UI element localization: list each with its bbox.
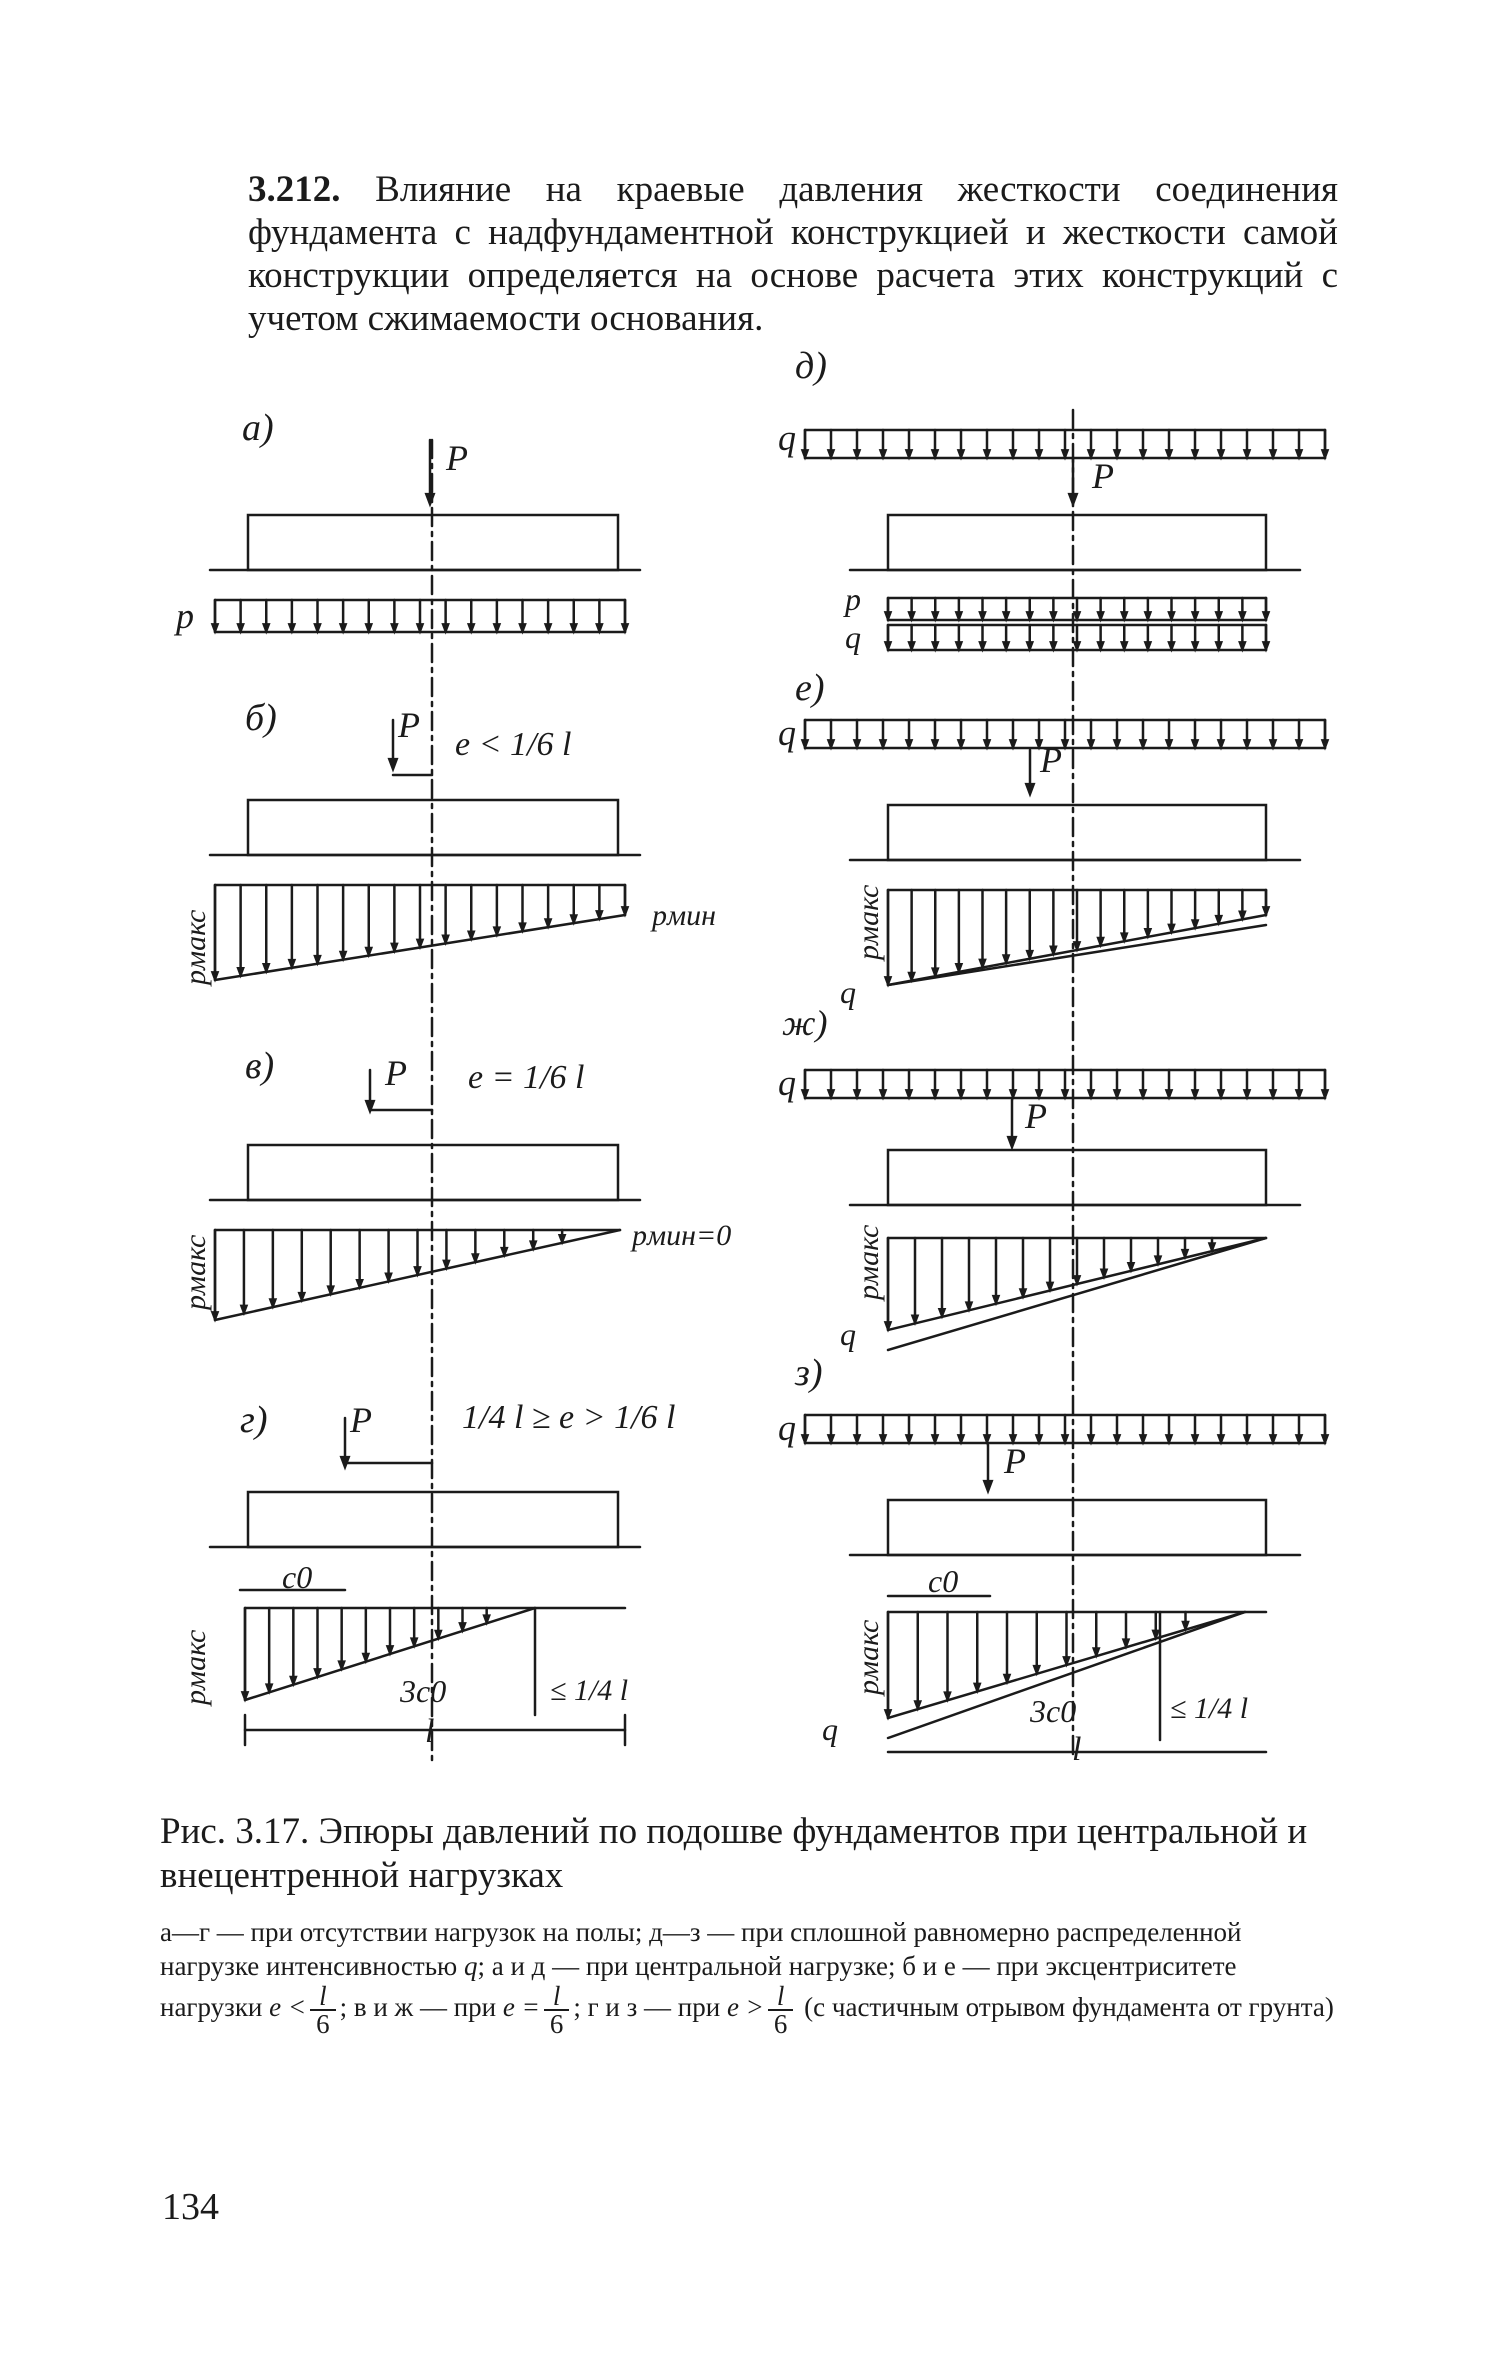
legend-e3: e >: [726, 1992, 764, 2023]
load-P-g: P: [350, 1400, 372, 1440]
foundation-e: [888, 805, 1266, 860]
load-P-z: P: [1004, 1441, 1026, 1481]
frac-num: l: [310, 1983, 336, 2011]
legend-part-2: д—з — при сплошной равномерно распределенной нагрузке интенсивностью: [160, 1917, 1242, 1981]
frac-num: l: [544, 1983, 570, 2011]
load-P-v: P: [385, 1053, 407, 1093]
frac-den: 6: [773, 2009, 788, 2039]
ecc-v: e = 1/6 l: [468, 1059, 585, 1096]
label-g: г): [240, 1399, 268, 1441]
c0-z: c0: [928, 1563, 959, 1599]
load-P-a: P: [446, 438, 468, 478]
q-e-top: q: [778, 713, 796, 753]
label-e: е): [795, 667, 825, 709]
p-d: p: [845, 581, 861, 617]
load-P-z-arrow-head: [984, 1481, 992, 1492]
figure-legend: [160, 1915, 1340, 2037]
q-d-top: q: [778, 418, 796, 458]
load-p-a: p: [176, 596, 194, 636]
l-z: l: [1072, 1731, 1082, 1768]
legend-e1: e <: [269, 1992, 307, 2023]
ecc-g: 1/4 l ≥ e > 1/6 l: [462, 1399, 676, 1436]
q-e-bot: q: [840, 974, 856, 1010]
three-c0-g: 3c0: [400, 1673, 447, 1709]
load-P-e: P: [1040, 740, 1062, 780]
legend-part-3: ; а и д — при центральной нагрузке; б и е — при эксцентриситете нагрузки: [160, 1951, 1237, 2023]
legend-part-5: ; г и з — при: [573, 1992, 727, 2023]
p-max-z: pмакс: [852, 1619, 885, 1695]
q-d-bot: q: [845, 619, 861, 655]
load-P-e-arrow-head: [1026, 784, 1034, 795]
legend-part-1: а—г — при отсутствии нагрузок на полы;: [160, 1917, 650, 1947]
p-min-zero: pмин=0: [632, 1219, 732, 1252]
label-d: д): [795, 345, 827, 387]
p-e-arrow-head: [1263, 907, 1269, 915]
load-P-a-arrow-head: [426, 494, 434, 505]
p-max-v: pмакс: [179, 1234, 212, 1310]
label-z: з): [795, 1352, 823, 1394]
fraction-l-6: [310, 1983, 336, 2037]
p-max-zh: pмакс: [852, 1224, 885, 1300]
q-zh-bot: q: [840, 1316, 856, 1352]
p-min-b: pмин: [652, 899, 717, 932]
label-b: б): [245, 697, 277, 739]
foundation-zh: [888, 1150, 1266, 1205]
foundation-z: [888, 1500, 1266, 1555]
legend-part-4: ; в и ж — при: [339, 1992, 503, 2023]
q-z-bot: q: [822, 1711, 838, 1747]
ecc-b: e < 1/6 l: [455, 726, 572, 763]
l-g: l: [425, 1713, 435, 1750]
diagram-lines: [210, 410, 1325, 1760]
frac-den: 6: [549, 2009, 564, 2039]
load-P-d-arrow-head: [1069, 494, 1077, 505]
label-a: а): [242, 407, 274, 449]
legend-q: q: [463, 1951, 478, 1981]
fraction-l-6: [544, 1983, 570, 2037]
quarter-l-g: ≤ 1/4 l: [550, 1674, 629, 1707]
legend-e2: e =: [502, 1992, 540, 2023]
q-zh-top: q: [778, 1063, 796, 1103]
page-number: 134: [162, 2186, 219, 2228]
load-P-b: P: [398, 705, 420, 745]
c0-g: c0: [282, 1559, 313, 1595]
three-c0-z: 3c0: [1030, 1693, 1077, 1729]
load-P-g-arrow-head: [341, 1457, 349, 1468]
p-max-g: pмакс: [179, 1629, 212, 1705]
section-number: 3.212.: [248, 169, 341, 210]
section-text: Влияние на краевые давления жесткости соединения фундамента с надфундаментной конструкцией и жесткости самой конструкции определяется на основе расчета этих конструкций с учетом сжимаемости основания.: [248, 169, 1339, 339]
frac-den: 6: [316, 2009, 330, 2039]
p-max-b: pмакс: [179, 909, 212, 985]
pressure-b-arrow-head: [622, 907, 628, 915]
fraction-l-6: [768, 1983, 794, 2037]
q-z-top: q: [778, 1408, 796, 1448]
foundation-d: [888, 515, 1266, 570]
diagram-arrows: [212, 450, 1328, 1718]
load-P-zh: P: [1025, 1096, 1047, 1136]
load-P-d: P: [1092, 456, 1114, 496]
p-max-e: pмакс: [852, 884, 885, 960]
frac-num: l: [768, 1983, 794, 2011]
legend-part-6: (с частичным отрывом фундамента от грунта): [797, 1992, 1334, 2023]
load-P-zh-arrow-head: [1008, 1137, 1016, 1148]
figure-caption: Рис. 3.17. Эпюры давлений по подошве фундаментов при центральной и внецентренной нагрузках: [160, 1811, 1308, 1896]
label-zh: ж): [782, 1003, 828, 1043]
load-P-b-arrow-head: [389, 759, 397, 770]
quarter-l-z: ≤ 1/4 l: [1170, 1692, 1249, 1725]
label-v: в): [245, 1045, 275, 1087]
